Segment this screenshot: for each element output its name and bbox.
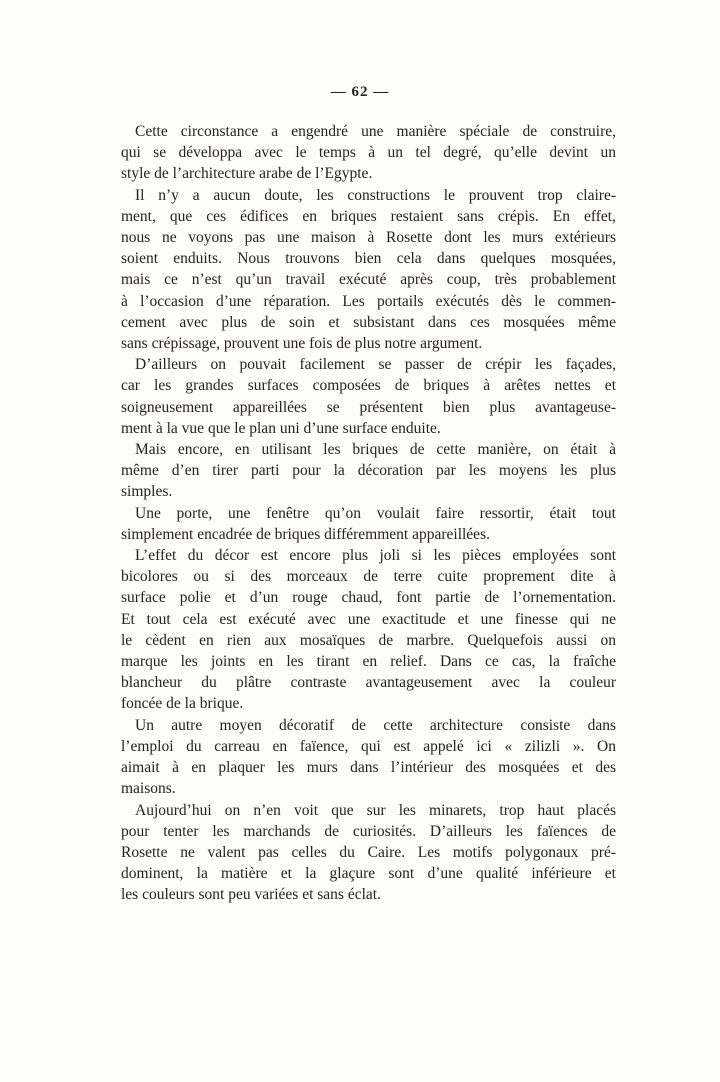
text-line: Rosette ne valent pas celles du Caire. Les motifs polygonaux pré-: [121, 843, 616, 861]
text-line: qui se développa avec le temps à un tel degré, qu’elle devint un: [121, 144, 616, 162]
text-line: Aujourd’hui on n’en voit que sur les minarets, trop haut placés: [135, 801, 616, 819]
text-line: Une porte, une fenêtre qu’on voulait faire ressortir, était tout: [135, 504, 616, 522]
text-line: les couleurs sont peu variées et sans éclat.: [121, 886, 381, 904]
text-line: mais ce n’est qu’un travail exécuté après coup, très probablement: [121, 271, 616, 289]
paragraph: [121, 503, 616, 545]
text-line: style de l’architecture arabe de l’Egypte.: [121, 165, 373, 183]
text-line: à l’occasion d’une réparation. Les portails exécutés dès le commen-: [121, 292, 616, 310]
text-line: Il n’y a aucun doute, les constructions le prouvent trop claire-: [135, 186, 616, 204]
paragraph: [121, 121, 616, 185]
paragraph: [121, 439, 616, 503]
text-line: simples.: [121, 483, 173, 501]
text-line: surface polie et d’un rouge chaud, font partie de l’ornementation.: [121, 589, 616, 607]
text-line: D’ailleurs on pouvait facilement se passer de crépir les façades,: [135, 356, 616, 374]
text-line: Un autre moyen décoratif de cette architecture consiste dans: [135, 716, 616, 734]
text-line: sans crépissage, prouvent une fois de plus notre argument.: [121, 335, 483, 353]
text-line: blancheur du plâtre contraste avantageusement avec la couleur: [121, 674, 616, 692]
text-line: même d’en tirer parti pour la décoration par les moyens les plus: [121, 462, 616, 480]
text-line: marque les joints en les tirant en relief. Dans ce cas, la fraîche: [121, 653, 616, 671]
text-line: nous ne voyons pas une maison à Rosette dont les murs extérieurs: [121, 229, 616, 247]
text-line: foncée de la brique.: [121, 695, 244, 713]
text-block: [121, 121, 616, 906]
text-line: pour tenter les marchands de curiosités. D’ailleurs les faïences de: [121, 822, 616, 840]
paragraph: [121, 185, 616, 355]
text-line: dominent, la matière et la glaçure sont d’une qualité inférieure et: [121, 865, 616, 883]
paragraph: [121, 545, 616, 715]
page-number: — 62 —: [330, 84, 390, 100]
text-line: soigneusement appareillées se présentent bien plus avantageuse-: [121, 398, 616, 416]
text-line: ment à la vue que le plan uni d’une surface enduite.: [121, 419, 441, 437]
text-line: maisons.: [121, 780, 176, 798]
text-line: Mais encore, en utilisant les briques de cette manière, on était à: [135, 441, 616, 459]
text-line: Cette circonstance a engendré une manière spéciale de construire,: [135, 123, 616, 140]
paragraph: [121, 715, 616, 800]
text-line: L’effet du décor est encore plus joli si les pièces employées sont: [135, 547, 616, 565]
text-line: bicolores ou si des morceaux de terre cuite proprement dite à: [121, 568, 616, 586]
text-line: car les grandes surfaces composées de briques à arêtes nettes et: [121, 377, 616, 395]
paragraph: [121, 354, 616, 439]
text-line: aimait à en plaquer les murs dans l’intérieur des mosquées et des: [121, 759, 616, 777]
text-line: le cèdent en rien aux mosaïques de marbre. Quelquefois aussi on: [121, 631, 616, 649]
paragraph: [121, 800, 616, 906]
text-line: Et tout cela est exécuté avec une exactitude et une finesse qui ne: [121, 610, 616, 628]
text-line: ment, que ces édifices en briques restaient sans crépis. En effet,: [121, 207, 616, 225]
text-line: cement avec plus de soin et subsistant dans ces mosquées même: [121, 313, 616, 331]
text-line: simplement encadrée de briques différemment appareillées.: [121, 525, 490, 543]
text-line: soient enduits. Nous trouvons bien cela dans quelques mosquées,: [121, 250, 616, 268]
text-line: l’emploi du carreau en faïence, qui est appelé ici « zilizli ». On: [121, 737, 616, 755]
